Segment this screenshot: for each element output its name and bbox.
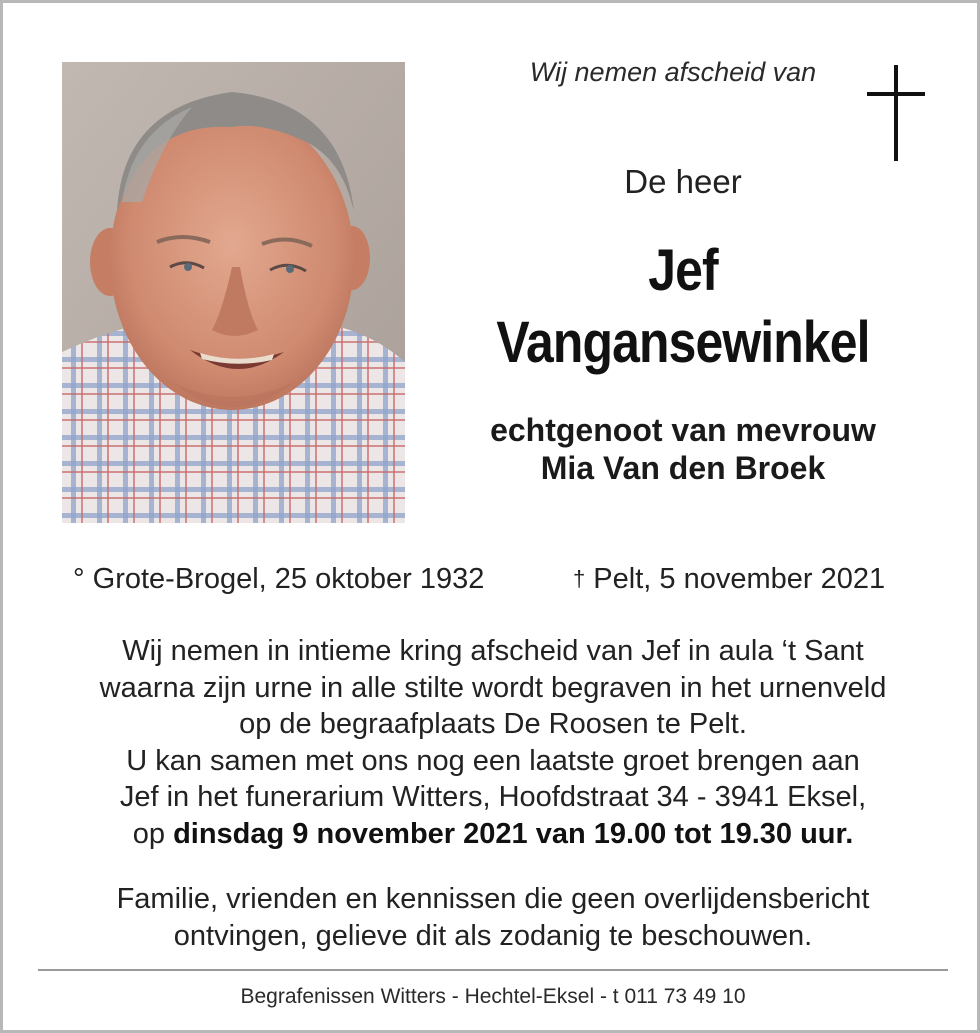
visit-prefix: op bbox=[132, 817, 174, 850]
deceased-name bbox=[459, 235, 906, 379]
closing-line: Familie, vrienden en kennissen die geen overlijdensbericht bbox=[116, 883, 870, 915]
cross-icon bbox=[867, 65, 925, 161]
death-info bbox=[573, 563, 885, 596]
closing-text bbox=[33, 881, 953, 954]
spouse-line-2: Mia Van den Broek bbox=[540, 450, 826, 486]
funeral-home-footer: Begrafenissen Witters - Hechtel-Eksel - t 011 73 49 10 bbox=[240, 985, 746, 1008]
first-name: Jef bbox=[648, 238, 718, 303]
honorific: De heer bbox=[624, 163, 742, 200]
announcement-line: op de begraafplaats De Roosen te Pelt. bbox=[239, 708, 747, 740]
announcement-line: U kan samen met ons nog een laatste groet brengen aan bbox=[126, 744, 860, 777]
divider bbox=[38, 969, 948, 971]
announcement-line: waarna zijn urne in alle stilte wordt begraven in het urnenveld bbox=[99, 671, 887, 704]
announcement-text bbox=[33, 633, 953, 852]
death-cross-icon: † bbox=[573, 566, 586, 591]
closing-line: ontvingen, gelieve dit als zodanig te beschouwen. bbox=[173, 919, 813, 952]
intro-text: Wij nemen afscheid van bbox=[529, 57, 817, 87]
portrait-photo bbox=[62, 62, 405, 523]
announcement-line: Jef in het funerarium Witters, Hoofdstraat 34 - 3941 Eksel, bbox=[119, 781, 867, 813]
last-name: Vangansewinkel bbox=[496, 310, 870, 375]
spouse-line-1: echtgenoot van mevrouw bbox=[490, 412, 876, 448]
announcement-line: Wij nemen in intieme kring afscheid van Jef in aula ‘t Sant bbox=[122, 635, 864, 667]
death-text: Pelt, 5 november 2021 bbox=[585, 563, 886, 595]
visit-datetime: dinsdag 9 november 2021 van 19.00 tot 19.30 uur. bbox=[173, 817, 854, 850]
birth-info: ° Grote-Brogel, 25 oktober 1932 bbox=[73, 563, 485, 595]
announcement-line bbox=[33, 816, 953, 853]
spouse-info bbox=[423, 411, 943, 487]
